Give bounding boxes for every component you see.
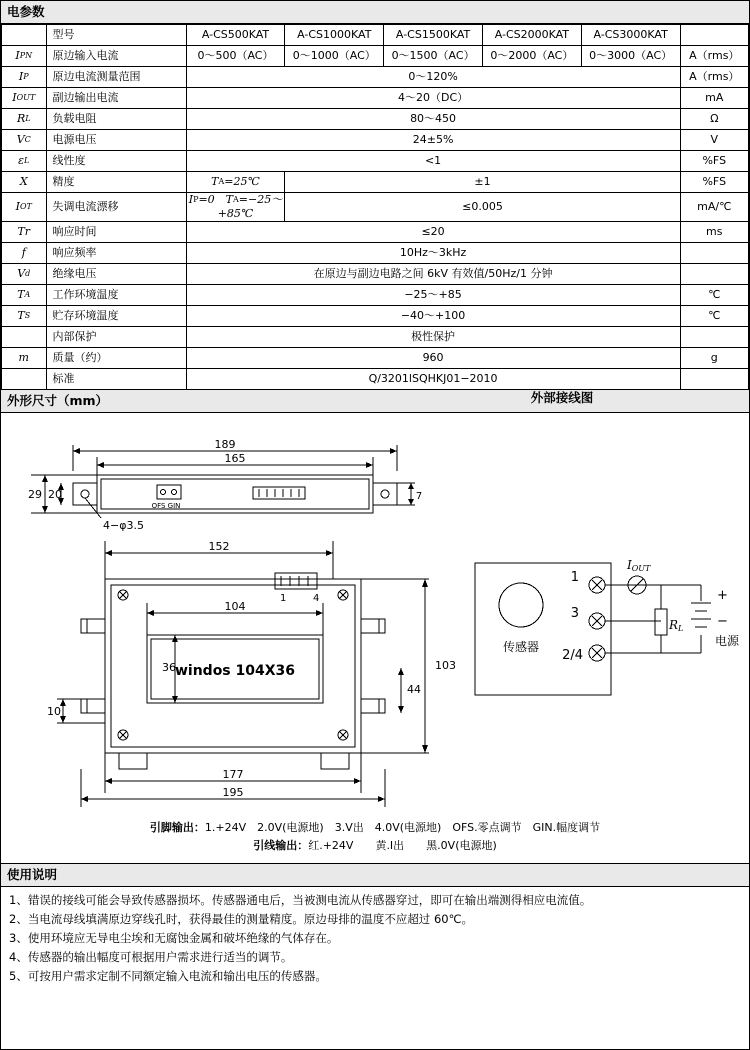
row-value-3: 0～2000（AC） — [482, 46, 581, 67]
row-value: 在原边与副边电路之间 6kV 有效值/50Hz/1 分钟 — [186, 264, 680, 285]
row-symbol: Vd — [2, 264, 47, 285]
row-unit: ℃ — [680, 285, 748, 306]
row-value: ≤0.005 — [285, 193, 680, 222]
section-header-parameters — [1, 1, 749, 24]
header-model-3: A-CS2000KAT — [482, 25, 581, 46]
row-unit: %FS — [680, 151, 748, 172]
row-label: 副边输出电流 — [46, 88, 186, 109]
label-ofs-gin: OFS GIN — [151, 502, 181, 510]
table-row — [2, 151, 749, 172]
row-unit: A（rms） — [680, 46, 748, 67]
row-value: −25～+85 — [186, 285, 680, 306]
table-row — [2, 88, 749, 109]
body-text: windos 104X36 — [174, 663, 296, 679]
row-label: 贮存环境温度 — [46, 306, 186, 327]
wiring-rl-label: RL — [669, 618, 684, 633]
table-row — [2, 109, 749, 130]
pin-line1-label: 引脚输出： — [149, 821, 205, 834]
row-label: 内部保护 — [46, 327, 186, 348]
row-unit: V — [680, 130, 748, 151]
table-row — [2, 264, 749, 285]
wiring-iout-label: IOUT — [627, 558, 651, 573]
row-symbol: X — [2, 172, 47, 193]
dim-36: 36 — [162, 661, 176, 674]
header-label-cell: 型号 — [46, 25, 186, 46]
dim-20: 20 — [48, 488, 62, 501]
table-row — [2, 130, 749, 151]
row-symbol — [2, 369, 47, 390]
row-label: 工作环境温度 — [46, 285, 186, 306]
row-symbol: TS — [2, 306, 47, 327]
row-label: 绝缘电压 — [46, 264, 186, 285]
row-symbol: IP — [2, 67, 47, 88]
usage-item: 3、使用环境应无导电尘埃和无腐蚀金属和破坏绝缘的气体存在。 — [9, 931, 339, 945]
section-header-usage — [1, 864, 749, 887]
row-unit — [680, 369, 748, 390]
wiring-minus: − — [717, 614, 728, 629]
pin-line2-value: 红.+24V 黄.I出 黑.0V(电源地) — [308, 839, 497, 852]
row-label: 标准 — [46, 369, 186, 390]
usage-item: 2、当电流母线填满原边穿线孔时，获得最佳的测量精度。原边母排的温度不应超过 60℃。 — [9, 912, 474, 926]
row-symbol: VC — [2, 130, 47, 151]
wiring-terminal-24: 2/4 — [562, 648, 583, 663]
table-row — [2, 327, 749, 348]
row-label: 原边输入电流 — [46, 46, 186, 67]
row-unit: %FS — [680, 172, 748, 193]
header-symbol-cell — [2, 25, 47, 46]
dim-103: 103 — [435, 659, 456, 672]
row-unit — [680, 243, 748, 264]
row-label: 失调电流漂移 — [46, 193, 186, 222]
table-row — [2, 46, 749, 67]
row-unit: Ω — [680, 109, 748, 130]
row-label: 线性度 — [46, 151, 186, 172]
row-unit: mA — [680, 88, 748, 109]
row-value: 80～450 — [186, 109, 680, 130]
row-value: 24±5% — [186, 130, 680, 151]
pin-line1-value: 1.+24V 2.0V(电源地) 3.V出 4.0V(电源地) OFS.零点调节 GIN.幅度调节 — [204, 821, 601, 834]
row-value: Q/3201lSQHKJ01−2010 — [186, 369, 680, 390]
row-unit — [680, 327, 748, 348]
row-value-2: 0～1500（AC） — [384, 46, 483, 67]
row-unit: A（rms） — [680, 67, 748, 88]
dim-44: 44 — [407, 683, 421, 696]
row-symbol — [2, 327, 47, 348]
conn-pin-4: 4 — [313, 593, 320, 604]
row-unit: mA/℃ — [680, 193, 748, 222]
mechanical-drawing — [1, 413, 749, 863]
table-row — [2, 172, 749, 193]
section-title-parameters: 电参数 — [7, 4, 45, 19]
table-row — [2, 348, 749, 369]
wiring-terminal-3: 3 — [570, 606, 579, 621]
row-label: 响应频率 — [46, 243, 186, 264]
wiring-plus: + — [717, 588, 728, 603]
dim-7: 7 — [415, 491, 423, 502]
section-header-dimensions — [1, 390, 749, 413]
row-value-0: 0～500（AC） — [186, 46, 285, 67]
row-value: 极性保护 — [186, 327, 680, 348]
header-model-0: A-CS500KAT — [186, 25, 285, 46]
row-symbol: IOUT — [2, 88, 47, 109]
table-row — [2, 369, 749, 390]
dim-152: 152 — [208, 540, 230, 553]
pin-line2-label: 引线输出： — [253, 839, 309, 852]
wiring-sensor-label: 传感器 — [502, 640, 540, 654]
dim-195: 195 — [222, 786, 244, 799]
pin-output-lines — [1, 819, 749, 855]
row-symbol: f — [2, 243, 47, 264]
row-unit: ms — [680, 222, 748, 243]
usage-item: 4、传感器的输出幅度可根据用户需求进行适当的调节。 — [9, 950, 293, 964]
table-row — [2, 67, 749, 88]
row-unit: g — [680, 348, 748, 369]
row-value: 960 — [186, 348, 680, 369]
row-unit: ℃ — [680, 306, 748, 327]
row-symbol: TA — [2, 285, 47, 306]
row-label: 原边电流测量范围 — [46, 67, 186, 88]
drawing-area — [1, 413, 749, 864]
wiring-terminal-1: 1 — [570, 570, 579, 585]
row-value: ≤20 — [186, 222, 680, 243]
header-model-4: A-CS3000KAT — [581, 25, 680, 46]
row-symbol: m — [2, 348, 47, 369]
row-condition: IP=0 TA=−25～+85℃ — [186, 193, 285, 222]
row-value-1: 0～1000（AC） — [285, 46, 384, 67]
row-symbol: RL — [2, 109, 47, 130]
dim-165: 165 — [224, 452, 246, 465]
row-label: 质量（约） — [46, 348, 186, 369]
dim-189: 189 — [214, 438, 236, 451]
conn-pin-1: 1 — [280, 593, 287, 604]
row-value: 10Hz～3kHz — [186, 243, 680, 264]
dim-hole: 4−φ3.5 — [103, 519, 144, 532]
dim-104: 104 — [224, 600, 246, 613]
header-unit-cell — [680, 25, 748, 46]
row-value-4: 0～3000（AC） — [581, 46, 680, 67]
row-label: 响应时间 — [46, 222, 186, 243]
table-row — [2, 25, 749, 46]
dim-177: 177 — [222, 768, 244, 781]
table-row — [2, 222, 749, 243]
table-row — [2, 243, 749, 264]
row-label: 负载电阻 — [46, 109, 186, 130]
section-title-dimensions: 外形尺寸（mm） — [7, 393, 109, 408]
section-title-wiring: 外部接线图 — [530, 390, 594, 405]
usage-instructions — [1, 887, 749, 986]
usage-item: 5、可按用户需求定制不同额定输入电流和输出电压的传感器。 — [9, 969, 327, 983]
section-title-usage: 使用说明 — [7, 867, 58, 882]
dim-10: 10 — [47, 705, 61, 718]
table-row — [2, 285, 749, 306]
row-unit — [680, 264, 748, 285]
row-symbol: εL — [2, 151, 47, 172]
header-model-1: A-CS1000KAT — [285, 25, 384, 46]
table-row — [2, 306, 749, 327]
table-row — [2, 193, 749, 222]
wiring-power-label: 电源 — [715, 634, 740, 648]
row-value: ±1 — [285, 172, 680, 193]
row-value: <1 — [186, 151, 680, 172]
row-label: 精度 — [46, 172, 186, 193]
row-value: 0～120% — [186, 67, 680, 88]
header-model-2: A-CS1500KAT — [384, 25, 483, 46]
row-symbol: Tr — [2, 222, 47, 243]
parameter-table — [1, 24, 749, 390]
dim-29: 29 — [28, 488, 42, 501]
row-value: 4～20（DC） — [186, 88, 680, 109]
row-label: 电源电压 — [46, 130, 186, 151]
row-symbol: IOT — [2, 193, 47, 222]
usage-item: 1、错误的接线可能会导致传感器损坏。传感器通电后，当被测电流从传感器穿过，即可在输出端测得相应电流值。 — [9, 893, 592, 907]
row-condition: TA=25℃ — [186, 172, 285, 193]
row-value: −40～+100 — [186, 306, 680, 327]
row-symbol: IPN — [2, 46, 47, 67]
